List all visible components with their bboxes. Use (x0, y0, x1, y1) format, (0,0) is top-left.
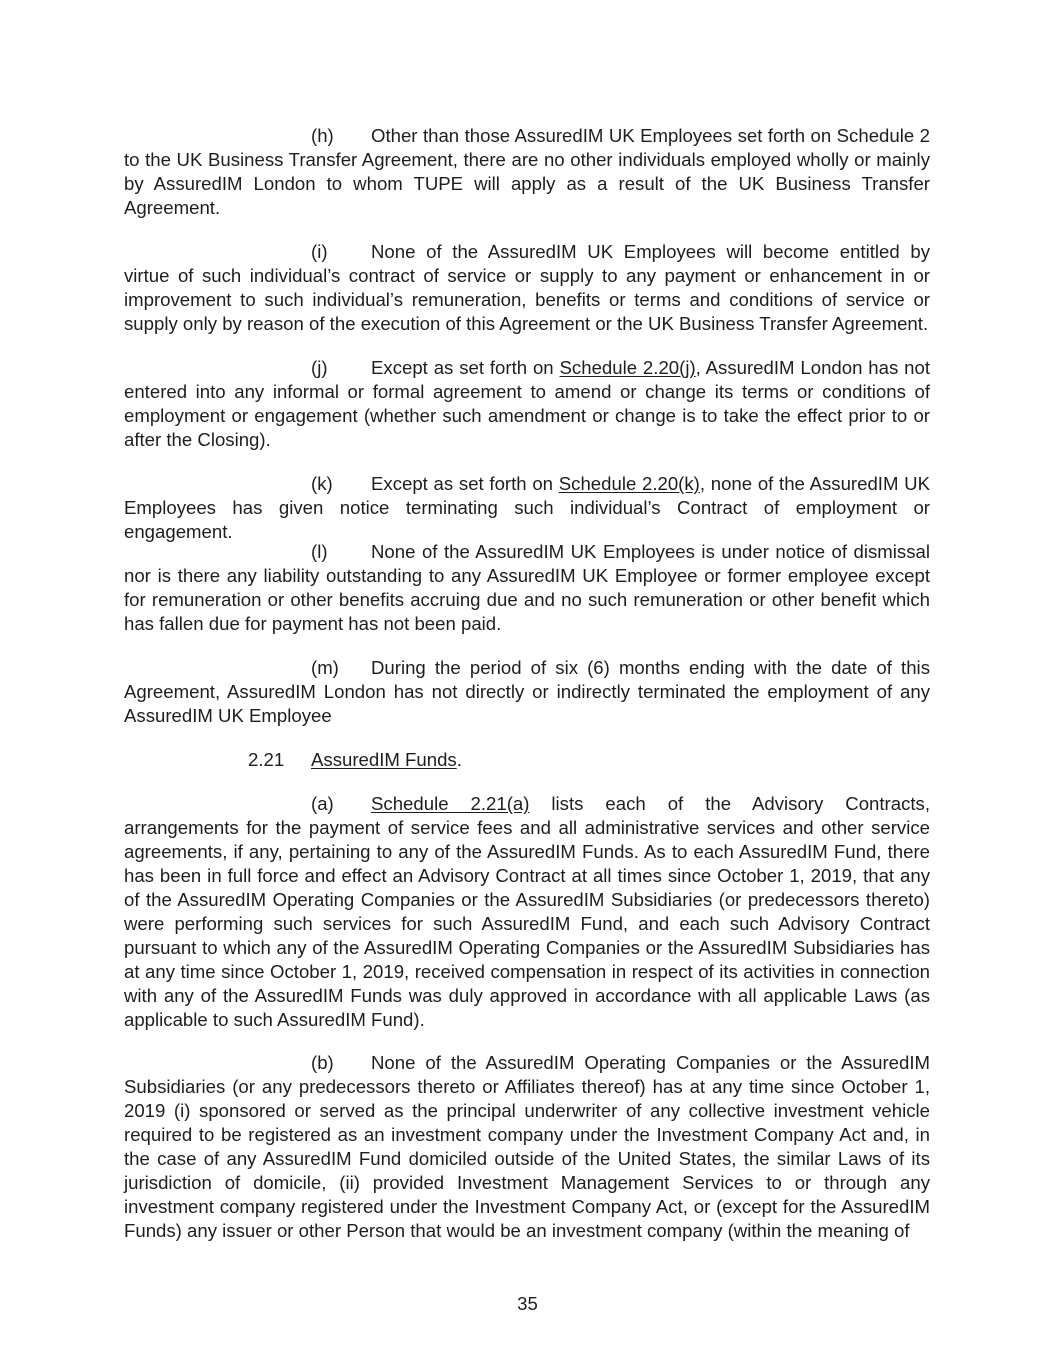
page-number: 35 (517, 1293, 538, 1314)
schedule-reference-link: Schedule 2.20(k) (558, 473, 700, 494)
paragraph-b (124, 1051, 930, 1243)
paragraph-text: Other than those AssuredIM UK Employees set forth on Schedule 2 to the UK Business Transfer Agreement, there are no other individuals employed wholly or mainly by AssuredIM London to whom TUPE will apply as a result of the UK Business Transfer Agreement. (124, 125, 930, 218)
paragraph-text-pre: Except as set forth on (371, 473, 559, 494)
paragraph-label: (j) (311, 357, 328, 378)
paragraph-text: None of the AssuredIM Operating Companies or the AssuredIM Subsidiaries (or any predecessors thereto or Affiliates thereof) has at any time since October 1, 2019 (i) sponsored or served as the principal underwriter of any collective investment vehicle required to be registered as an investment company under the Investment Company Act and, in the case of any AssuredIM Fund domiciled outside of the United States, the similar Laws of its jurisdiction of domicile, (ii) provided Investment Management Services to or through any investment company registered under the Investment Company Act, or (except for the AssuredIM Funds) any issuer or other Person that would be an investment company (within the meaning of (124, 1052, 930, 1241)
paragraph-label: (m) (311, 657, 339, 678)
paragraph-i (124, 240, 930, 336)
paragraph-label: (a) (311, 793, 334, 814)
paragraph-label: (k) (311, 473, 333, 494)
paragraph-k (124, 472, 930, 544)
paragraph-text-post: , none of the AssuredIM UK Employees has given notice terminating such individual’s Contract of employment or engagement. (124, 473, 930, 542)
paragraph-label: (h) (311, 125, 334, 146)
paragraph-text: None of the AssuredIM UK Employees will become entitled by virtue of such individual’s contract of service or supply to any payment or enhancement in or improvement to such individual’s remuneration, benefits or terms and conditions of service or supply only by reason of the execution of this Agreement or the UK Business Transfer Agreement. (124, 241, 930, 334)
section-title-period: . (456, 749, 462, 770)
paragraph-text: During the period of six (6) months ending with the date of this Agreement, AssuredIM London has not directly or indirectly terminated the employment of any AssuredIM UK Employee (124, 657, 930, 726)
paragraph-l (124, 540, 930, 636)
paragraph-text: None of the AssuredIM UK Employees is under notice of dismissal nor is there any liability outstanding to any AssuredIM UK Employee or former employee except for remuneration or other benefits accruing due and no such remuneration or other benefit which has fallen due for payment has not been paid. (124, 541, 930, 634)
schedule-reference-link: Schedule 2.21(a) (371, 793, 530, 814)
paragraph-text-pre: Except as set forth on (371, 357, 560, 378)
paragraph-h (124, 124, 930, 220)
paragraph-label: (i) (311, 241, 328, 262)
paragraph-a (124, 792, 930, 1032)
paragraph-label: (l) (311, 541, 328, 562)
section-number: 2.21 (248, 749, 285, 770)
paragraph-text-post: lists each of the Advisory Contracts, arrangements for the payment of service fees and all administrative services and other service agreements, if any, pertaining to any of the AssuredIM Funds. As to each AssuredIM Fund, there has been in full force and effect an Advisory Contract at all times since October 1, 2019, that any of the AssuredIM Operating Companies or the AssuredIM Subsidiaries (or predecessors thereto) were performing such services for such AssuredIM Fund, and each such Advisory Contract pursuant to which any of the AssuredIM Operating Companies or the AssuredIM Subsidiaries has at any time since October 1, 2019, received compensation in respect of its activities in connection with any of the AssuredIM Funds was duly approved in accordance with all applicable Laws (as applicable to such AssuredIM Fund). (124, 793, 930, 1030)
section-heading (124, 748, 930, 772)
paragraph-j (124, 356, 930, 452)
schedule-reference-link: Schedule 2.20(j) (559, 357, 696, 378)
paragraph-text-post: , AssuredIM London has not entered into any informal or formal agreement to amend or change its terms or conditions of employment or engagement (whether such amendment or change is to take the effect prior to or after the Closing). (124, 357, 930, 450)
paragraph-label: (b) (311, 1052, 334, 1073)
section-title: AssuredIM Funds (311, 749, 457, 770)
paragraph-m (124, 656, 930, 728)
